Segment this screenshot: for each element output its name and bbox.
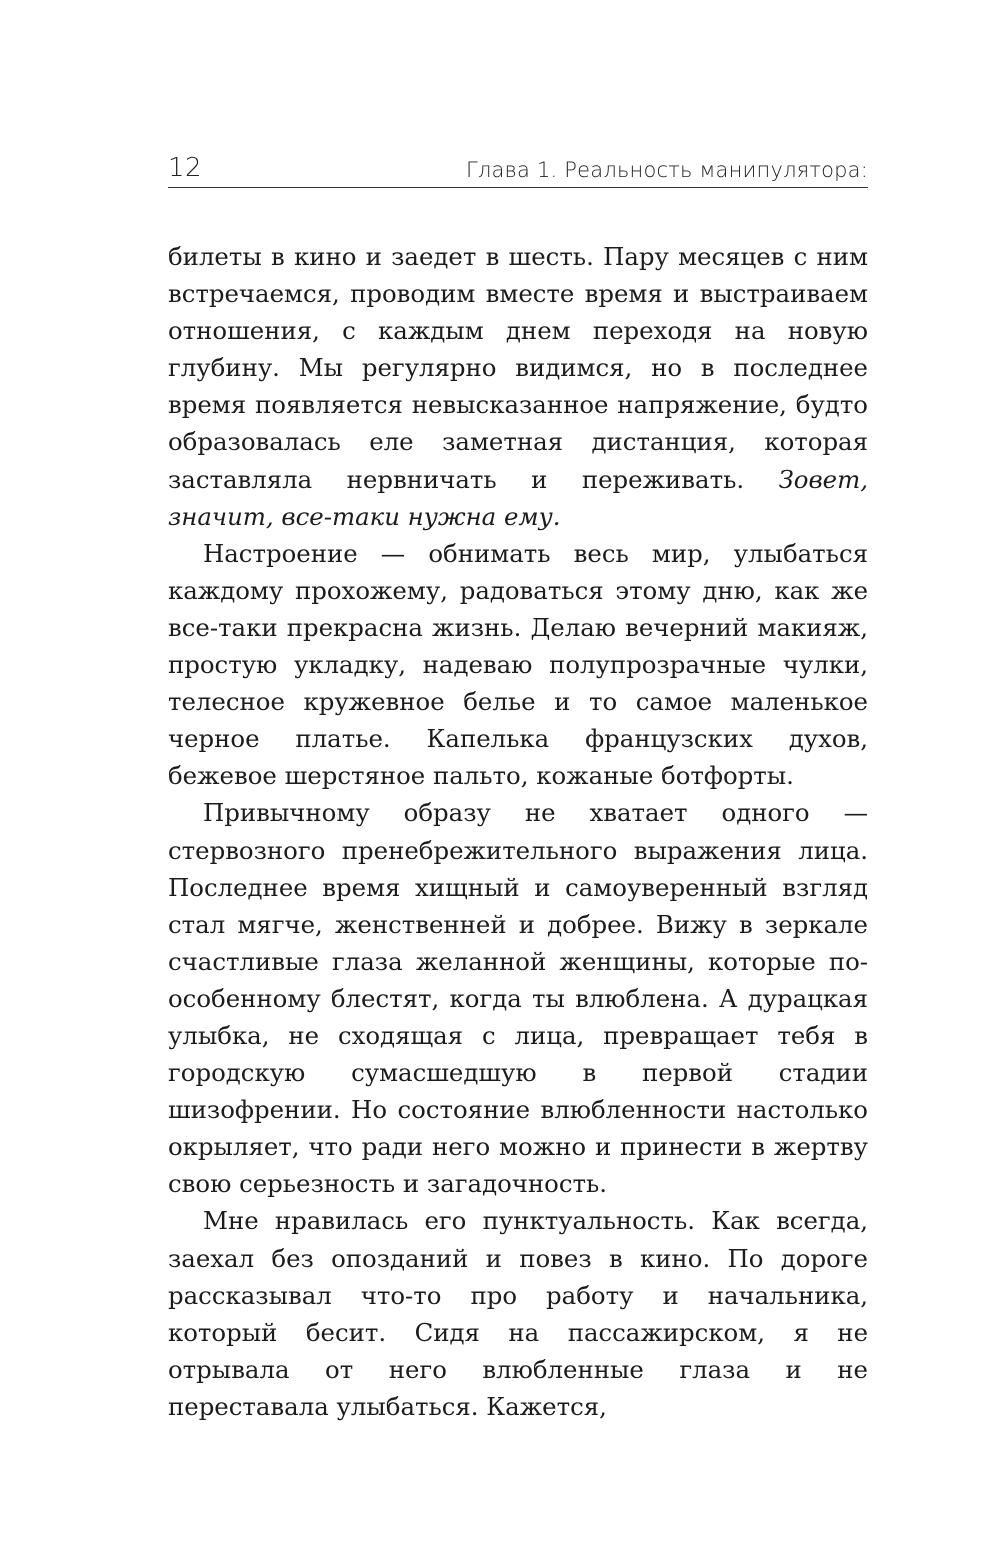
page-number: 12 [168,153,203,183]
chapter-title: Глава 1. Реальность манипулятора: [465,158,868,182]
header-divider [168,187,868,188]
paragraph-1 [168,238,868,535]
body-text [168,238,868,1425]
running-header [168,150,868,190]
paragraph-1-italic: Зовет, значит, все-таки нужна ему. [168,464,868,531]
paragraph-2: Настроение — обнимать весь мир, улыбаться каждому прохожему, радоваться этому дню, как же все-таки прекрасна жизнь. Делаю вечерний макияж, простую укладку, надеваю полупрозрачные чулки, телесное кружевное белье и то самое маленькое черное платье. Капелька французских духов, бежевое шерстяное пальто, кожаные ботфорты. [168,538,868,791]
paragraph-1-text: билеты в кино и заедет в шесть. Пару месяцев с ним встречаемся, проводим вместе время и выстраиваем отношения, с каждым днем переходя на новую глубину. Мы регулярно видимся, но в последнее время появляется невысказанное напряжение, будто образовалась еле заметная дистанция, которая заставляла нервничать и переживать. [168,242,868,494]
paragraph-3: Привычному образу не хватает одного — стервозного пренебрежительного выражения лица. Последнее время хищный и самоуверенный взгляд стал мягче, женственней и добрее. Вижу в зеркале счастливые глаза желанной женщины, которые по-особенному блестят, когда ты влюблена. А дурацкая улыбка, не сходящая с лица, превращает тебя в городскую сумасшедшую в первой стадии шизофрении. Но состояние влюбленности настолько окрыляет, что ради него можно и принести в жертву свою серьезность и загадочность. [168,798,868,1199]
paragraph-4: Мне нравилась его пунктуальность. Как всегда, заехал без опозданий и повез в кино. По дороге рассказывал что-то про работу и начальника, который бесит. Сидя на пассажирском, я не отрывала от него влюбленные глаза и не переставала улыбаться. Кажется, [168,1206,868,1421]
